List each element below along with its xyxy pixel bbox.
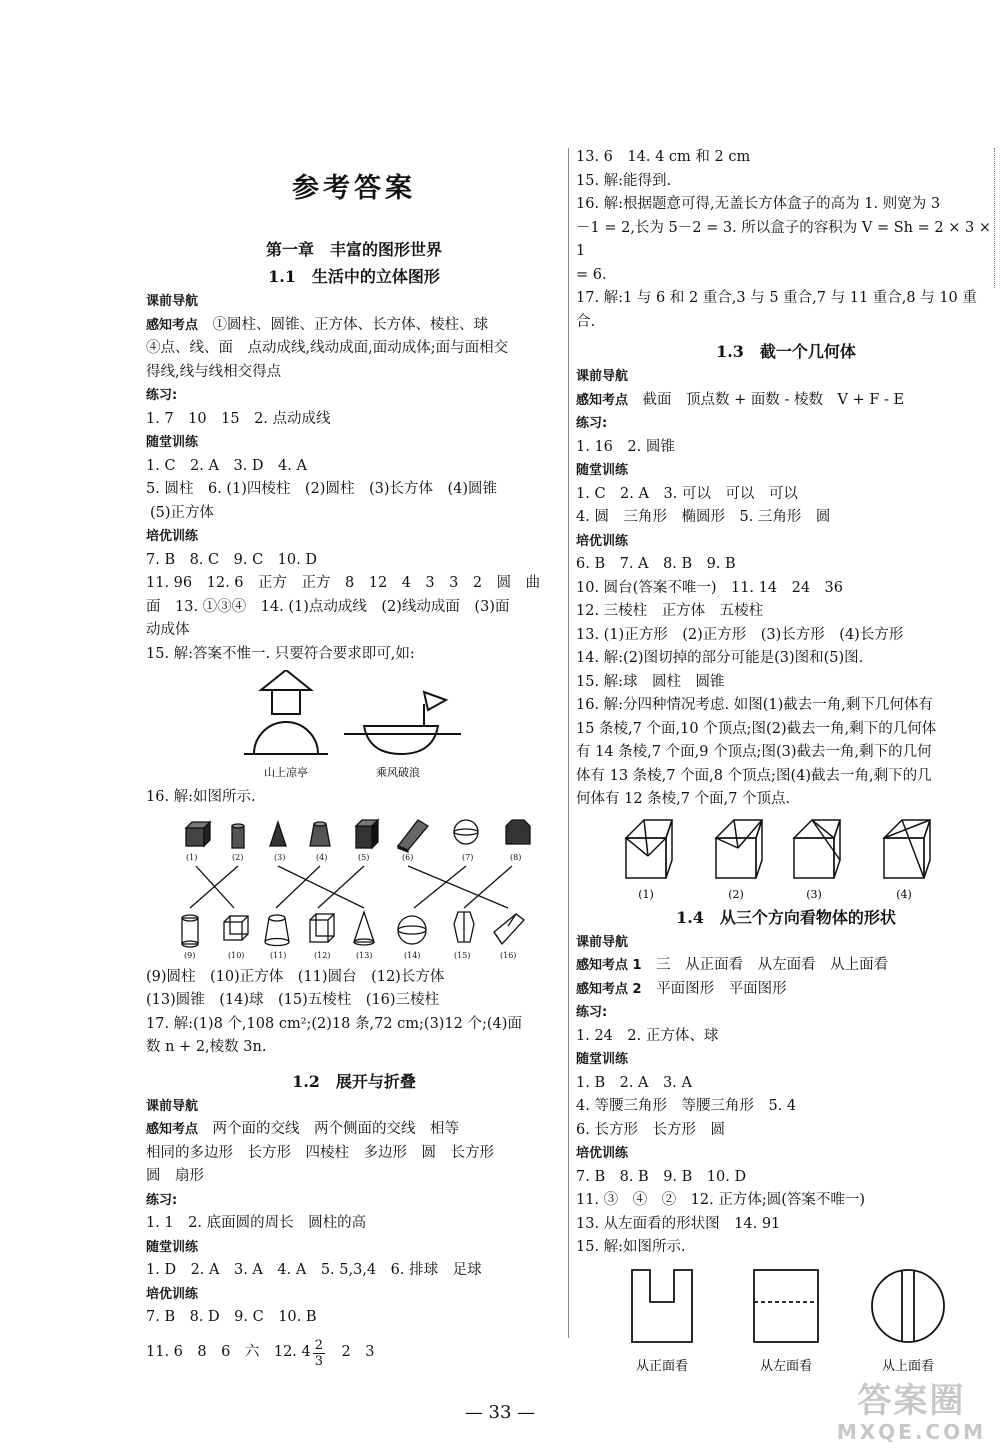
text-line: 1. 24 2. 正方体、球 (576, 1027, 719, 1044)
text-line: 17. 解:1 与 6 和 2 重合,3 与 5 重合,7 与 11 重合,8 与 10 重 (576, 290, 977, 306)
svg-text:(15): (15) (454, 950, 471, 960)
text-line: 有 14 条棱,7 个面,9 个顶点;图(3)截去一角,剩下的几何 (576, 744, 932, 760)
section-1-4-title: 1.4 从三个方向看物体的形状 (676, 907, 896, 927)
text-line: 1. D 2. A 3. A 4. A 5. 5,3,4 6. 排球 足球 (146, 1262, 482, 1278)
pavilion-boat-figure (146, 670, 562, 782)
text-line: (13)圆锥 (14)球 (15)五棱柱 (16)三棱柱 (146, 992, 440, 1008)
figure-15 (146, 670, 562, 782)
text-line: 13. 从左面看的形状图 14. 91 (576, 1215, 781, 1232)
svg-text:(8): (8) (510, 852, 522, 862)
svg-text:(16): (16) (500, 950, 517, 960)
text-line: ④点、线、面 点动成线,线动成面,面动成体;面与面相交 (146, 340, 509, 356)
text-line: 何体有 12 条棱,7 个面,7 个顶点. (576, 791, 791, 807)
text-line: 1. C 2. A 3. D 4. A (146, 457, 307, 474)
cube-label-2: (2) (728, 887, 744, 901)
text-line: 16. 解:根据题意可得,无盖长方体盒子的高为 1. 则宽为 3 (576, 196, 941, 212)
text-line: 10. 圆台(答案不唯一) 11. 14 24 36 (576, 579, 844, 596)
view-front-label: 从正面看 (635, 1358, 689, 1374)
svg-text:(2): (2) (232, 852, 244, 862)
text-line: 16. 解:分四种情况考虑. 如图(1)截去一角,剩下几何体有 (576, 697, 933, 713)
answer-text: 2 3 (327, 1344, 375, 1361)
text-line: 合. (576, 313, 596, 330)
view-left-label: 从左面看 (759, 1358, 813, 1374)
column-divider (568, 148, 569, 1338)
text-line: 面 13. ①③④ 14. (1)点动成线 (2)线动成面 (3)面 (146, 598, 510, 615)
text-line: 11. 96 12. 6 正方 正方 8 12 4 3 3 2 圆 曲 (146, 575, 541, 591)
text-line: 6. B 7. A 8. B 9. B (576, 556, 736, 572)
heading: 培优训练 (146, 1286, 199, 1302)
fraction-numerator: 2 (314, 1337, 324, 1353)
text-line: 17. 解:(1)8 个,108 cm²;(2)18 条,72 cm;(3)12 个;(4)面 (146, 1015, 522, 1032)
text-line: 15. 解:如图所示. (576, 1239, 686, 1255)
text-line: 得线,线与线相交得点 (146, 363, 282, 380)
svg-text:(13): (13) (356, 950, 373, 960)
fraction-denominator: 3 (314, 1353, 324, 1369)
caption-boat: 乘风破浪 (376, 766, 420, 779)
text-line: 1. 1 2. 底面圆的周长 圆柱的高 (146, 1215, 367, 1231)
heading: 课前导航 (146, 294, 199, 309)
solids-matching-figure (146, 814, 562, 962)
chapter-title: 第一章 丰富的图形世界 (265, 240, 442, 259)
cube-label-4: (4) (896, 887, 912, 901)
cube-label-1: (1) (638, 887, 654, 901)
text-line (146, 1338, 562, 1369)
heading: 练习: (576, 416, 608, 431)
views-svg (576, 1264, 996, 1380)
heading: 课前导航 (576, 934, 629, 950)
text-line: 13. (1)正方形 (2)正方形 (3)长方形 (4)长方形 (576, 626, 904, 643)
text-line: 12. 三棱柱 正方体 五棱柱 (576, 603, 764, 619)
text-line: 动成体 (146, 622, 190, 638)
text-line: 体有 13 条棱,7 个面,8 个顶点;图(4)截去一角,剩下的几 (576, 767, 932, 784)
text-line: 11. ③ ④ ② 12. 正方体;圆(答案不唯一) (576, 1192, 866, 1208)
fraction (313, 1338, 325, 1369)
right-column (576, 146, 996, 1384)
text-line: －1 = 2,长为 5－2 = 3. 所以盒子的容积为 V = Sh = 2 × 3 × 1 (576, 219, 996, 259)
text-line: 7. B 8. D 9. C 10. B (146, 1309, 317, 1325)
cut-cubes-figure (576, 816, 996, 902)
heading: 练习: (146, 1192, 178, 1208)
heading: 随堂训练 (146, 435, 199, 450)
heading: 培优训练 (576, 1146, 629, 1161)
view-top-label: 从上面看 (881, 1358, 935, 1374)
text-line: 7. B 8. C 9. C 10. D (146, 551, 317, 568)
text-line: 16. 解:如图所示. (146, 789, 256, 805)
text-line: 15. 解:答案不惟一. 只要符合要求即可,如: (146, 645, 415, 662)
page-title: 参考答案 (292, 173, 416, 204)
answer-text: 11. 6 8 6 六 12. 4 (146, 1344, 311, 1361)
text-line: 数 n + 2,棱数 3n. (146, 1039, 267, 1055)
text-line: 感知考点 ①圆柱、圆锥、正方体、长方体、棱柱、球 (146, 316, 489, 333)
text-line: 1. 7 10 15 2. 点动成线 (146, 410, 331, 427)
watermark-url: MXQE.COM (836, 1420, 986, 1444)
cube-label-3: (3) (806, 887, 822, 901)
heading: 培优训练 (576, 533, 629, 549)
svg-text:(11): (11) (270, 950, 287, 960)
svg-text:(9): (9) (184, 950, 196, 960)
left-column (146, 172, 562, 1369)
svg-text:(10): (10) (228, 950, 245, 960)
text-line: 1. C 2. A 3. 可以 可以 可以 (576, 485, 798, 502)
svg-text:(7): (7) (462, 852, 474, 862)
text-line: 4. 圆 三角形 椭圆形 5. 三角形 圆 (576, 509, 831, 525)
text-line: 15. 解:球 圆柱 圆锥 (576, 673, 725, 690)
heading: 练习: (576, 1005, 608, 1020)
heading: 随堂训练 (146, 1239, 199, 1255)
text-line: 感知考点 1 三 从正面看 从左面看 从上面看 (576, 957, 889, 973)
heading: 练习: (146, 388, 178, 403)
text-line: 4. 等腰三角形 等腰三角形 5. 4 (576, 1098, 797, 1114)
heading: 随堂训练 (576, 1052, 629, 1067)
text-line: 6. 长方形 长方形 圆 (576, 1121, 725, 1138)
text-line: 15. 解:能得到. (576, 172, 672, 189)
text-line: 5. 圆柱 6. (1)四棱柱 (2)圆柱 (3)长方体 (4)圆锥 (146, 481, 498, 497)
svg-text:(1): (1) (186, 852, 198, 862)
text-line: 相同的多边形 长方形 四棱柱 多边形 圆 长方形 (146, 1144, 494, 1161)
svg-text:(5): (5) (358, 852, 370, 862)
text-line: 14. 解:(2)图切掉的部分可能是(3)图和(5)图. (576, 650, 864, 666)
page-number: — 33 — (464, 1402, 536, 1423)
caption-pavilion: 山上凉亭 (264, 766, 308, 779)
svg-text:(6): (6) (402, 852, 414, 862)
heading: 随堂训练 (576, 463, 629, 478)
text-line: (9)圆柱 (10)正方体 (11)圆台 (12)长方体 (146, 968, 445, 985)
text-line: 13. 6 14. 4 cm 和 2 cm (576, 149, 751, 165)
text-line: 1. B 2. A 3. A (576, 1074, 692, 1091)
section-1-1-title: 1.1 生活中的立体图形 (268, 267, 440, 286)
svg-text:(3): (3) (274, 852, 286, 862)
svg-text:(4): (4) (316, 852, 328, 862)
three-views-figure (576, 1264, 996, 1380)
text-line: 15 条棱,7 个面,10 个顶点;图(2)截去一角,剩下的几何体 (576, 720, 937, 737)
heading: 课前导航 (146, 1098, 199, 1114)
heading: 培优训练 (146, 529, 199, 544)
figure-16 (146, 814, 562, 962)
text-line: 感知考点 截面 顶点数 + 面数 - 棱数 V + F - E (576, 391, 905, 408)
text-line: 1. 16 2. 圆锥 (576, 438, 675, 455)
watermark (836, 1381, 986, 1444)
section-1-3-title: 1.3 截一个几何体 (716, 342, 856, 361)
text-line: = 6. (576, 266, 607, 283)
text-line: 感知考点 两个面的交线 两个侧面的交线 相等 (146, 1121, 460, 1137)
section-1-2-title: 1.2 展开与折叠 (292, 1071, 416, 1091)
svg-text:(12): (12) (314, 950, 331, 960)
text-line: 感知考点 2 平面图形 平面图形 (576, 980, 787, 997)
heading: 课前导航 (576, 369, 629, 384)
text-line: 7. B 8. B 9. B 10. D (576, 1168, 747, 1185)
svg-text:(14): (14) (404, 950, 421, 960)
cubes-svg (576, 816, 996, 902)
text-line: 圆 扇形 (146, 1168, 204, 1184)
text-line: (5)正方体 (150, 504, 215, 521)
watermark-title: 答案圈 (857, 1381, 966, 1421)
